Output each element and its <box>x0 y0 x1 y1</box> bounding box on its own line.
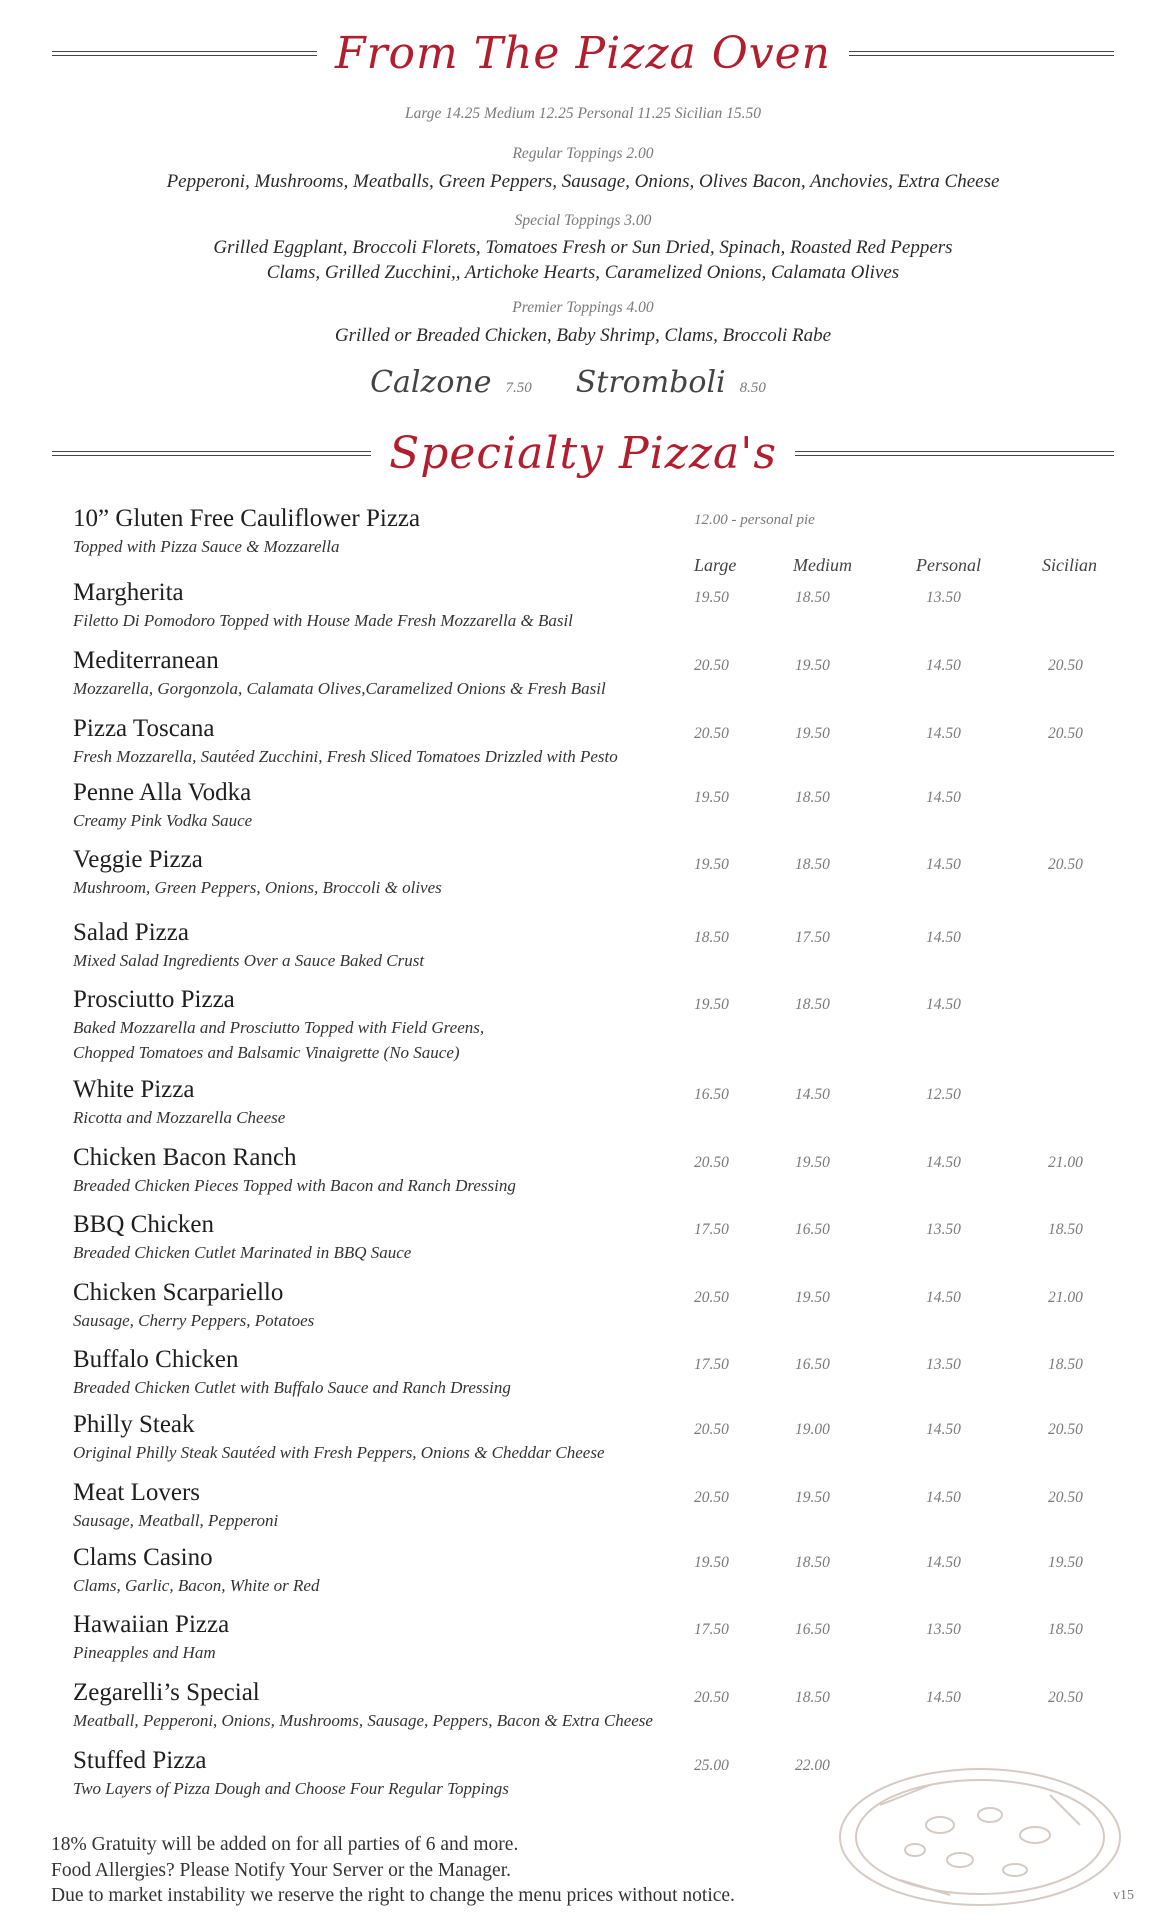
price-medium: 16.50 <box>795 1356 830 1373</box>
price-sicilian: 19.50 <box>1048 1554 1083 1571</box>
price-medium: 18.50 <box>795 856 830 873</box>
item-name: White Pizza <box>73 1076 195 1103</box>
item-name: Veggie Pizza <box>73 846 203 873</box>
column-header-large: Large <box>694 555 737 575</box>
column-header-sicilian: Sicilian <box>1042 555 1097 575</box>
version-label: v15 <box>1113 1888 1134 1903</box>
price-large: 20.50 <box>694 657 729 674</box>
special-toppings-list-1: Grilled Eggplant, Broccoli Florets, Tomatoes Fresh or Sun Dried, Spinach, Roasted Red Peppers <box>213 237 953 258</box>
price-large: 19.50 <box>694 856 729 873</box>
price-medium: 19.00 <box>795 1421 830 1438</box>
price-personal: 14.50 <box>926 725 961 742</box>
price-large: 20.50 <box>694 1154 729 1171</box>
price-large: 20.50 <box>694 1421 729 1438</box>
price-sicilian: 21.00 <box>1048 1154 1083 1171</box>
price-medium: 18.50 <box>795 789 830 806</box>
item-name: Prosciutto Pizza <box>73 986 235 1013</box>
special-toppings-label: Special Toppings 3.00 <box>514 212 652 229</box>
calzone-price: 7.50 <box>505 380 532 396</box>
price-change-note: Due to market instability we reserve the right to change the menu prices without notice. <box>51 1885 735 1906</box>
price-medium: 16.50 <box>795 1221 830 1238</box>
item-name: Pizza Toscana <box>73 715 215 742</box>
price-medium: 18.50 <box>795 589 830 606</box>
price-sicilian: 21.00 <box>1048 1289 1083 1306</box>
price-medium: 19.50 <box>795 725 830 742</box>
item-description: Breaded Chicken Pieces Topped with Bacon and Ranch Dressing <box>73 1176 516 1195</box>
item-description-line-2: Chopped Tomatoes and Balsamic Vinaigrette (No Sauce) <box>73 1043 460 1062</box>
item-name: BBQ Chicken <box>73 1211 214 1238</box>
premier-toppings-label: Premier Toppings 4.00 <box>512 299 654 316</box>
divider-right <box>795 451 1114 456</box>
item-description: Meatball, Pepperoni, Onions, Mushrooms, Sausage, Peppers, Bacon & Extra Cheese <box>73 1711 653 1730</box>
price-medium: 18.50 <box>795 1554 830 1571</box>
price-personal: 12.50 <box>926 1086 961 1103</box>
premier-toppings-list: Grilled or Breaded Chicken, Baby Shrimp, Clams, Broccoli Rabe <box>334 325 832 346</box>
price-sicilian: 20.50 <box>1048 1689 1083 1706</box>
item-name: Clams Casino <box>73 1544 213 1571</box>
column-header-medium: Medium <box>793 555 852 575</box>
price-large: 20.50 <box>694 1289 729 1306</box>
price-large: 19.50 <box>694 789 729 806</box>
price-sicilian: 18.50 <box>1048 1221 1083 1238</box>
price-large: 17.50 <box>694 1356 729 1373</box>
price-sicilian: 20.50 <box>1048 1421 1083 1438</box>
divider-right <box>849 51 1114 56</box>
divider-left <box>52 51 317 56</box>
price-personal: 13.50 <box>926 1356 961 1373</box>
item-description: Sausage, Cherry Peppers, Potatoes <box>73 1311 315 1330</box>
item-description: Ricotta and Mozzarella Cheese <box>73 1108 286 1127</box>
item-description: Mixed Salad Ingredients Over a Sauce Baked Crust <box>73 951 425 970</box>
item-description: Mushroom, Green Peppers, Onions, Broccoli & olives <box>73 878 442 897</box>
item-name: Penne Alla Vodka <box>73 779 252 806</box>
price-large: 20.50 <box>694 1689 729 1706</box>
special-toppings-list-2: Clams, Grilled Zucchini,, Artichoke Hearts, Caramelized Onions, Calamata Olives <box>266 262 900 283</box>
price-large: 18.50 <box>694 929 729 946</box>
item-name: Margherita <box>73 579 184 606</box>
price-medium: 18.50 <box>795 996 830 1013</box>
specialty-header <box>52 428 1114 479</box>
item-name: Mediterranean <box>73 647 219 674</box>
price-medium: 19.50 <box>795 657 830 674</box>
price-medium: 22.00 <box>795 1757 830 1774</box>
price-medium: 18.50 <box>795 1689 830 1706</box>
calzone-name: Calzone <box>370 365 492 400</box>
regular-toppings-label: Regular Toppings 2.00 <box>512 145 654 162</box>
price-sicilian: 20.50 <box>1048 725 1083 742</box>
item-description: Topped with Pizza Sauce & Mozzarella <box>73 537 340 556</box>
item-description: Baked Mozzarella and Prosciutto Topped with Field Greens, <box>73 1018 485 1037</box>
item-description: Fresh Mozzarella, Sautéed Zucchini, Fresh Sliced Tomatoes Drizzled with Pesto <box>73 747 618 766</box>
allergy-note: Food Allergies? Please Notify Your Server or the Manager. <box>51 1859 511 1881</box>
item-name: Chicken Bacon Ranch <box>73 1144 297 1171</box>
oven-header <box>52 28 1114 79</box>
price-personal: 13.50 <box>926 1221 961 1238</box>
price-personal: 14.50 <box>926 996 961 1013</box>
item-name: Zegarelli’s Special <box>73 1679 260 1706</box>
pizza-sketch-icon <box>820 1745 1130 1915</box>
price-large: 16.50 <box>694 1086 729 1103</box>
oven-title: From The Pizza Oven <box>334 28 832 79</box>
price-personal: 13.50 <box>926 589 961 606</box>
item-name: Buffalo Chicken <box>73 1346 239 1373</box>
gluten-free-price-note: 12.00 - personal pie <box>694 512 815 528</box>
price-sicilian: 18.50 <box>1048 1356 1083 1373</box>
item-description: Mozzarella, Gorgonzola, Calamata Olives,Caramelized Onions & Fresh Basil <box>73 679 606 698</box>
price-personal: 14.50 <box>926 1689 961 1706</box>
item-description: Clams, Garlic, Bacon, White or Red <box>73 1576 320 1595</box>
calzone-stromboli-row <box>0 365 1166 400</box>
specialty-title: Specialty Pizza's <box>389 428 777 479</box>
stromboli-name: Stromboli <box>575 365 726 400</box>
price-large: 25.00 <box>694 1757 729 1774</box>
price-personal: 14.50 <box>926 1421 961 1438</box>
price-personal: 14.50 <box>926 929 961 946</box>
item-name: Philly Steak <box>73 1411 195 1438</box>
item-name: Hawaiian Pizza <box>73 1611 230 1638</box>
price-large: 19.50 <box>694 996 729 1013</box>
price-personal: 14.50 <box>926 856 961 873</box>
gratuity-note: 18% Gratuity will be added on for all parties of 6 and more. <box>51 1834 519 1855</box>
item-name: Chicken Scarpariello <box>73 1279 284 1306</box>
price-personal: 14.50 <box>926 1489 961 1506</box>
price-medium: 16.50 <box>795 1621 830 1638</box>
price-large: 17.50 <box>694 1621 729 1638</box>
item-name: 10” Gluten Free Cauliflower Pizza <box>73 505 421 532</box>
base-sizes: Large 14.25 Medium 12.25 Personal 11.25 Sicilian 15.50 <box>404 105 762 122</box>
price-large: 17.50 <box>694 1221 729 1238</box>
price-large: 20.50 <box>694 725 729 742</box>
price-personal: 14.50 <box>926 789 961 806</box>
price-large: 19.50 <box>694 1554 729 1571</box>
item-name: Salad Pizza <box>73 919 189 946</box>
item-description: Breaded Chicken Cutlet with Buffalo Sauce and Ranch Dressing <box>73 1378 511 1397</box>
item-description: Creamy Pink Vodka Sauce <box>73 811 253 830</box>
item-description: Two Layers of Pizza Dough and Choose Four Regular Toppings <box>73 1779 509 1798</box>
price-personal: 14.50 <box>926 1289 961 1306</box>
item-description: Original Philly Steak Sautéed with Fresh Peppers, Onions & Cheddar Cheese <box>73 1443 605 1462</box>
price-personal: 14.50 <box>926 657 961 674</box>
price-large: 20.50 <box>694 1489 729 1506</box>
item-description: Sausage, Meatball, Pepperoni <box>73 1511 279 1530</box>
price-medium: 19.50 <box>795 1489 830 1506</box>
item-name: Stuffed Pizza <box>73 1747 207 1774</box>
price-sicilian: 20.50 <box>1048 856 1083 873</box>
gluten-free-item <box>73 504 1093 559</box>
item-description: Breaded Chicken Cutlet Marinated in BBQ Sauce <box>73 1243 412 1262</box>
regular-toppings-list: Pepperoni, Mushrooms, Meatballs, Green Peppers, Sausage, Onions, Olives Bacon, Anchovies, Extra Cheese <box>166 171 1000 192</box>
price-medium: 17.50 <box>795 929 830 946</box>
divider-left <box>52 451 371 456</box>
stromboli-price: 8.50 <box>739 380 766 396</box>
item-name: Meat Lovers <box>73 1479 201 1506</box>
price-medium: 19.50 <box>795 1289 830 1306</box>
price-medium: 14.50 <box>795 1086 830 1103</box>
item-description: Pineapples and Ham <box>73 1643 216 1662</box>
price-personal: 13.50 <box>926 1621 961 1638</box>
price-sicilian: 20.50 <box>1048 1489 1083 1506</box>
column-header-personal: Personal <box>916 555 981 575</box>
price-sicilian: 18.50 <box>1048 1621 1083 1638</box>
price-medium: 19.50 <box>795 1154 830 1171</box>
price-sicilian: 20.50 <box>1048 657 1083 674</box>
item-description: Filetto Di Pomodoro Topped with House Made Fresh Mozzarella & Basil <box>73 611 573 630</box>
price-personal: 14.50 <box>926 1154 961 1171</box>
price-personal: 14.50 <box>926 1554 961 1571</box>
footer-notes <box>51 1832 735 1909</box>
price-large: 19.50 <box>694 589 729 606</box>
